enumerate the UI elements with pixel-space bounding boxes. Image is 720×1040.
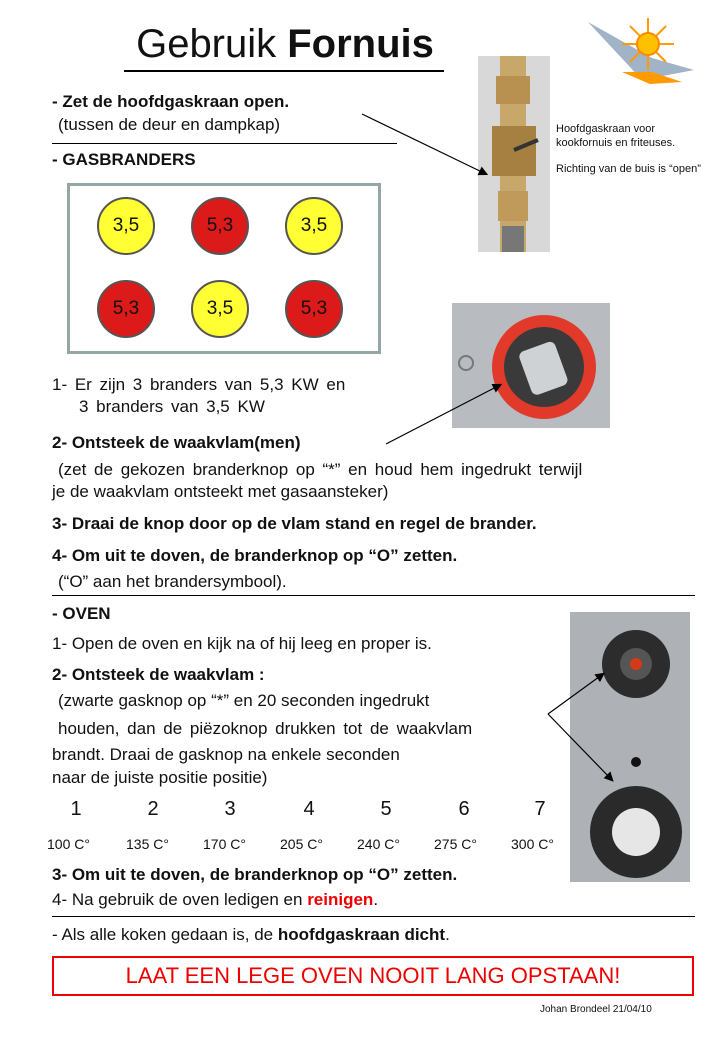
burner-knob-photo xyxy=(452,303,610,428)
oven-temp-7: 300 C° xyxy=(511,836,554,852)
oven-heading: - OVEN xyxy=(52,604,111,623)
oven-temp-5: 240 C° xyxy=(357,836,400,852)
gas-heading: - GASBRANDERS xyxy=(52,150,196,169)
gas-step3: 3- Draai de knop door op de vlam stand en regel de brander. xyxy=(52,514,537,533)
gas-step2b: je de waakvlam ontsteekt met gasaansteker) xyxy=(52,482,389,501)
gas-step1b: 3 branders van 3,5 KW xyxy=(79,397,265,416)
divider xyxy=(52,916,695,917)
intro-line2: (tussen de deur en dampkap) xyxy=(58,115,281,134)
oven-setting-1: 1 xyxy=(70,798,82,820)
oven-temp-6: 275 C° xyxy=(434,836,477,852)
divider xyxy=(52,595,695,596)
oven-step1: 1- Open de oven en kijk na of hij leeg en proper is. xyxy=(52,634,432,653)
burner-3: 3,5 xyxy=(285,197,343,255)
title-underline xyxy=(124,70,444,72)
gas-step2a: (zet de gekozen branderknop op “*” en houd hem ingedrukt terwijl xyxy=(58,460,583,479)
oven-step2-title: 2- Ontsteek de waakvlam : xyxy=(52,665,265,684)
intro-line1: - Zet de hoofdgaskraan open. xyxy=(52,92,290,111)
burner-4: 5,3 xyxy=(97,280,155,338)
gas-step4b: (“O” aan het brandersymbool). xyxy=(58,572,287,591)
final-instruction: - Als alle koken gedaan is, de hoofdgaskraan dicht. xyxy=(52,925,450,944)
burner-5: 3,5 xyxy=(191,280,249,338)
oven-step3: 3- Om uit te doven, de branderknop op “O” zetten. xyxy=(52,865,458,884)
gas-valve-photo xyxy=(478,56,550,252)
burner-6: 5,3 xyxy=(285,280,343,338)
oven-step4: 4- Na gebruik de oven ledigen en reinigen. xyxy=(52,890,379,909)
oven-temp-4: 205 C° xyxy=(280,836,323,852)
oven-setting-3: 3 xyxy=(224,798,236,820)
valve-caption-1: Hoofdgaskraan voor kookfornuis en friteuses. xyxy=(556,123,676,149)
burner-1: 3,5 xyxy=(97,197,155,255)
oven-step2a: (zwarte gasknop op “*” en 20 seconden ingedrukt xyxy=(58,691,430,710)
divider xyxy=(52,143,397,144)
oven-setting-2: 2 xyxy=(147,798,159,820)
oven-knobs-photo xyxy=(570,612,690,882)
oven-temp-3: 170 C° xyxy=(203,836,246,852)
footer-author-date: Johan Brondeel 21/04/10 xyxy=(540,1004,652,1015)
oven-temp-1: 100 C° xyxy=(47,836,90,852)
gas-step4: 4- Om uit te doven, de branderknop op “O” zetten. xyxy=(52,546,458,565)
burner-diagram xyxy=(67,183,381,354)
oven-step2c: brandt. Draai de gasknop na enkele seconden xyxy=(52,745,400,764)
sun-logo-icon xyxy=(582,10,702,90)
oven-setting-4: 4 xyxy=(303,798,315,820)
oven-step2d: naar de juiste positie positie) xyxy=(52,768,268,787)
burner-2: 5,3 xyxy=(191,197,249,255)
valve-caption-2: Richting van de buis is “open” xyxy=(556,163,701,175)
oven-step2b: houden, dan de piëzoknop drukken tot de waakvlam xyxy=(58,719,473,738)
gas-step1a: 1- Er zijn 3 branders van 5,3 KW en xyxy=(52,375,346,394)
oven-setting-6: 6 xyxy=(458,798,470,820)
page-title: Gebruik Fornuis xyxy=(136,22,434,66)
gas-step2-title: 2- Ontsteek de waakvlam(men) xyxy=(52,433,301,452)
oven-setting-7: 7 xyxy=(534,798,546,820)
warning-banner: LAAT EEN LEGE OVEN NOOIT LANG OPSTAAN! xyxy=(52,956,694,996)
oven-temp-2: 135 C° xyxy=(126,836,169,852)
oven-setting-5: 5 xyxy=(380,798,392,820)
